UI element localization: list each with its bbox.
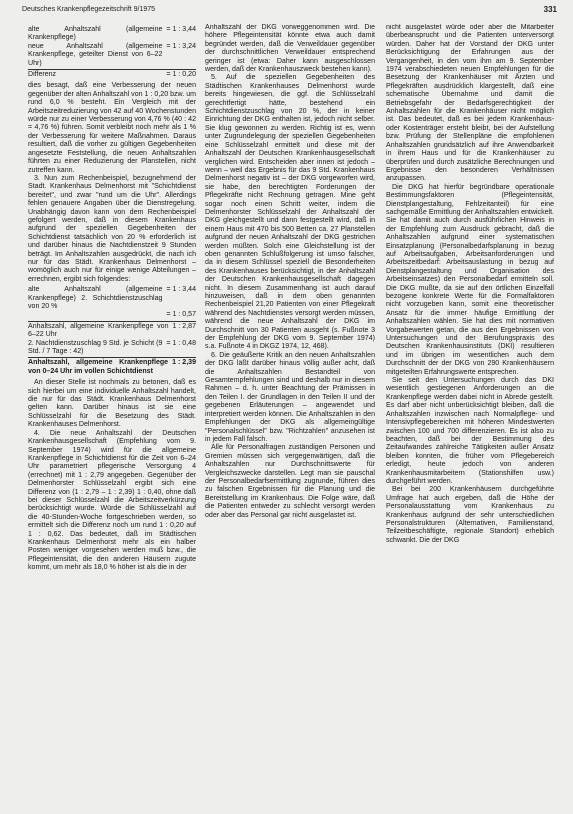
table-row [28, 340, 196, 357]
table-value: = 1 : 0,57 [166, 311, 196, 319]
table-row [28, 311, 196, 319]
table-label: Anhaltszahl, allgemeine Krankenpflege von 6–22 Uhr [28, 322, 169, 339]
table-divider [28, 69, 196, 70]
table-value: = 1 : 3,44 [166, 286, 196, 294]
page-header [0, 0, 573, 20]
body-paragraph: Anhaltszahl der DKG vorweggenommen wird. Die höhere Pflegeintensität könnte etwa auch damit begründet werden, daß die Verweildauer gegenüber der durchschnittlichen Verweildauer entsprechend geringer ist (etwa: Daher kann ausgeschlossen werden, daß der Krankenhauszweck bestehen kann). [205, 24, 375, 74]
table-label: Differenz [28, 71, 57, 79]
table-label: Anhaltszahl, allgemeine Krankenpflege von 0–24 Uhr im vollen Schichtdienst [28, 359, 169, 375]
body-paragraph: Die DKG hat hierfür begründbare operationale Bestimmungsfaktoren (Pflegeintensität, Dienstplangestaltung, Fehlzeitanteil) für eine sachgemäße Ermittlung der Anhaltszahlen entwickelt. Sie hat damit auch durch ausführlichen Hinweis in der Empfehlung zum Ausdruck gebracht, daß die Anhaltszahlen aufgrund einer systematischen Einsatzplanung (Personalbedarfsplanung in bezug auf Arbeitsaufgaben, Arbeitsanforderungen und Arbeitszeitbedarf: Arbeitsauslastung in bezug auf Dienstplangestaltung und Organisation des Arbeitseinsatzes) den Personalbedarf ermitteln soll. Die DKG mußte, da sie auf den örtlichen Einzelfall bezogene konkrete Werte für die Formalfaktoren nicht vorzugeben kann, somit eine theoretischer Ansatz für die immer häufige Ermittlung der Anhaltszahlen wählen. Sie hat dies mit normativen Vorgabewerten getan, die aus den Ergebnissen von Untersuchungen und der Berufungspraxis des Deutschen Krankenhausinstituts (DKI) resultieren und im übrigen im wesentlichen auch dem Durchschnitt der der DKG von 290 Krankenhäusern mitgeteilten Erfahrungswerte entsprechen. [386, 183, 554, 376]
table-label: neue Anhaltszahl (allgemeine Krankenpflege, geteilter Dienst von 6–22 Uhr) [28, 42, 163, 67]
table-row [28, 43, 196, 68]
table-value: = 1 : 0,48 [166, 339, 196, 347]
table-row [28, 286, 196, 311]
table-value: = 1 : 3,24 [166, 42, 196, 50]
body-paragraph: Alle für Personalfragen zuständigen Personen und Gremien müssen sich vergegenwärtigen, daß die Anhaltszahlen nur Durchschnittswerte für Vergleichszwecke darstellen. Legt man sie pauschal der Personalbedarfsermittlung zugrunde, führen dies zu falschen Ergebnissen für die Planung und die Bereitstellung im Krankenhaus. Die Folge wäre, daß die Patienten entweder zu schlecht versorgt werden oder aber das Personal gar nicht ausgelastet ist. [205, 444, 375, 519]
table-value: = 1 : 3,44 [166, 26, 196, 33]
comparison-table-2 [28, 286, 196, 376]
table-row [28, 26, 196, 43]
table-value: = 1 : 0,20 [166, 71, 196, 79]
table-row [28, 323, 196, 340]
table-row [28, 71, 196, 79]
table-label [28, 311, 166, 319]
body-paragraph: An dieser Stelle ist nochmals zu betonen, daß es sich hierbei um eine individuelle Anhaltszahl handelt, die nur für das Städt. Krankenhaus Delmenhorst gelten kann. Darüber hinaus ist sie eine Schlüsselzahl für die Besetzung des Städt. Krankenhauses Delmenhorst. [28, 379, 196, 429]
table-divider [28, 321, 196, 322]
page-number: 331 [543, 5, 557, 14]
table-row [28, 359, 196, 376]
table-label: 2. Nachtdienstzuschlag 9 Std. je Schicht (9 Std. / 7 Tage : 42) [28, 339, 163, 356]
body-paragraph: Sie seit den Untersuchungen durch das DKI wesentlich gestiegenen Anforderungen an die Krankenpflege werden dabei nicht in Abrede gestellt. Es darf aber nicht unberücksichtigt bleiben, daß die Anhaltszahlen inzwischen nach Normalpflege- und Intensivpflegebereichen mit höheren Mindestwerten zwischen 100 und 700 differenzieren. Es ist also zu beachten, daß bei der Bestimmung des Zeitaufwandes zahlreiche Tätigkeiten außer Ansatz bleiben konnten, die früher vom Pflegebereich erledigt, heute jedoch von anderen Krankenhausmitarbeitern (Stationshilfen usw.) durchgeführt werden. [386, 377, 554, 485]
table-divider [28, 357, 196, 358]
table-value: 1 : 2,87 [172, 322, 196, 330]
body-paragraph: 4. Die neue Anhaltszahl der Deutschen Krankenhausgesellschaft (Empfehlung vom 9. September 1974) wird für die allgemeine Krankenpflege in Schichtdienst für die Zeit von 6–24 Uhr parametriert pflegerische Versorgung 4 (errechnet) mit 1 : 2,79 angegeben. Gegenüber der Delmenhorster Schlüsselzahl ergibt sich eine Differenz von (1 : 2,79 – 1 : 2,39) 1 : 0,40, ohne daß bei dieser Schlüsselzahl die Arbeitszeitverkürzung berücksichtigt wurde. Würde die Schlüsselzahl auf die 40-Stunden-Woche fortgeschrieben werden, so ermittelt sich die Differenz noch um rund 1 : 0,20 auf 1 : 0,62. Das bedeutet, daß im Städtischen Krankenhaus Delmenhorst mehr als ein halber Posten weniger vorgesehen werden muß bzw., die Pflegeintensität, die den anderen Häusern zugute kommt, um mehr als 18,0 % höher ist als die in der [28, 429, 196, 572]
body-paragraph: dies besagt, daß eine Verbesserung der neuen gegenüber der alten Anhaltszahl von 1 : 0,20 bzw. um rund 6,0 % besteht. Ein Vergleich mit der Arbeitszeitreduzierung von 42 auf 40 Wochenstunden würde nur zu einer Verbesserung von 4,76 % (40 : 42 = 4,76 %) führen. Somit verbleibt noch mehr als 1 % der Verbesserung für weitere Maßnahmen. Daraus resultiert, daß die vorher zu gültigen Gegebenheiten angesetzte Feststellung, die neuen Anhaltszahlen führten zu einer Reduzierung der Planstellen, nicht zutreffen kann. [28, 82, 196, 174]
body-paragraph: 6. Die geäußerte Kritik an den neuen Anhaltszahlen der DKG läßt darüber hinaus völlig außer acht, daß die Anhaltszahlen Bestandteil von Gesamtempfehlungen sind und deshalb nur in diesem Rahmen – d. h. unter Beachtung der Prämissen in den Teilen I. der Grundlagen in den Teilen II und der gegebenen Erläuterungen – angewendet und interpretiert werden können. Die Anhaltszahlen in den Empfehlungen der DKG als allgemeingültige "Personalschlüssel" bzw. "Richtzahlen" anzusehen ist in jedem Fall falsch. [205, 351, 375, 443]
body-paragraph: nicht ausgelastet würde oder aber die Mitarbeiter überbeansprucht und die Patienten unterversorgt würden. Daher hat der Vorstand der DKG unter Berücksichtigung der Erfahrungen aus der Vergangenheit, in den vom ihm am 9. September 1974 verabschiedeten neuen Empfehlungen für die Besetzung der Krankenhäuser mit Ärzten und Pflegekräften ausdrücklich klargestellt, daß eine schematische Übernahme und damit die Betriebsgefahr der Bedarfsgerechtigkeit der Anhaltszahlen für die Krankenhäuser nicht möglich ist. Das bedeutet, daß es bei jedem Krankenhaus- oder Kostenträger ersteht bleibt, bei der Aufstellung bzw. Prüfung der Stellenpläne die empfohlenen Anhaltszahlen grundsätzlich auf ihre Anwendbarkeit in ihrem Haus und für die Krankenhäuser zu überprüfen und durch zusätzliche Berechnungen und Ergebnisse den besonderen Verhältnissen anzupassen. [386, 24, 554, 183]
comparison-table-1 [28, 26, 196, 79]
table-label: alte Anhaltszahl (allgemeine Krankenpflege) [28, 26, 163, 42]
table-value: 1 : 2,39 [172, 359, 196, 367]
body-paragraph: 5. Auf die speziellen Gegebenheiten des Städtischen Krankenhauses Delmenhorst wurde bereits hingewiesen, die ggf. die Schlüsselzahl gerechtfertigt hätte, bestehend ein Schichtdienstzuschlag von 20 %, der in keiner Einrichtung der DKG enthalten ist, jedoch nicht selber. Sie klug gewonnen zu werden. Richtig ist es, wenn unter Zugrundelegung der speziellen Gegebenheiten eine Schlüsselzahl ermittelt und diese mit der Anhaltszahl der Deutschen Krankenhausgesellschaft verglichen wird. Entscheiden aber innen ist jedoch – wenn – weil das Ergebnis für das 9 Std. Krankenhaus Delmenhorst negativ ist – der DKG vorgeworfen wird, sie habe, den berechtigten Forderungen der Pflegekräfte nicht Rechnung getragen. Mine geht sogar noch einen Schritt weiter, indem die Delmenhorster Schlüsselzahl der Anhaltszahl der DKG gleichgestellt und dann festgestellt wird, daß in einem Haus mit 470 bis 500 Betten ca. 27 Planstellen aufgrund der neuen Anhaltszahl der DKG gestrichen werden müßten. Solch eine Gleichstellung ist der oben genannten Schlußfolgerung ist umso falscher, da in diesem Schlüssel speziell die Besonderheiten des Krankenhauses berücksichtigt, in der Anhaltszahl der Deutschen Krankenhausgesellschaft dagegen nicht. In diesem Zusammenhang ist auch darauf hinzuweisen, daß in dem oben genannten Rechenbeispiel 21,20 Patienten von einer Pflegekraft während des Nachtdienstes versorgt werden müssen, während die neue Anhaltszahl der DKG im Durchschnitt von 30 Patienten ausgeht (s. Fußnote 3 der Empfehlung der DKG vom 9. September 1974) s.a. Fußnote 4 in DKGZ 1974, 12, 468). [205, 74, 375, 351]
journal-title: Deutsches Krankenpflegezeitschrift 9/1975 [22, 6, 156, 13]
text-column-2 [205, 24, 375, 808]
text-column-1 [28, 24, 196, 808]
table-label: alte Anhaltszahl (allgemeine Krankenpflege) 2. Schichtdienstzuschlag von 20 % [28, 286, 163, 310]
body-paragraph: Bei bei 200 Krankenhäusern durchgeführte Umfrage hat auch ergeben, daß die Höhe der Personalausstattung vom Krankenhaus zu Krankenhaus aufgrund der sehr unterschiedlichen Personalstrukturen (Alternativen, Familienstand, Teilzeitbeschäftigte, regionale Standort) erheblich schwankt. Die der DKG [386, 486, 554, 544]
text-column-3 [386, 24, 554, 808]
body-paragraph: 3. Nun zum Rechenbeispiel, bezugnehmend der Stadt. Krankenhaus Delmenhorst mit "Schichtdienst bereitet", und zwar "rund um die Uhr". Allerdings fehlen genauere Angaben über die Dienstregelung. Unabhängig davon kann von dem Rechenbeispiel gefolgert werden, daß in diesem Krankenhaus aufgrund der speziellen Gegebenheiten der Schichtdienst tatsächlich von 20 % erforderlich ist und darüber hinaus die Nachtdienstzeit 9 Stunden beträgt. Im Anhaltszahlen ausgedrückt, die nach ich nur für das Städt. Krankenhaus Delmenhorst – womöglich auch nur für einige wenige Abteilungen – errechnen, ergibt sich folgendes: [28, 174, 196, 283]
